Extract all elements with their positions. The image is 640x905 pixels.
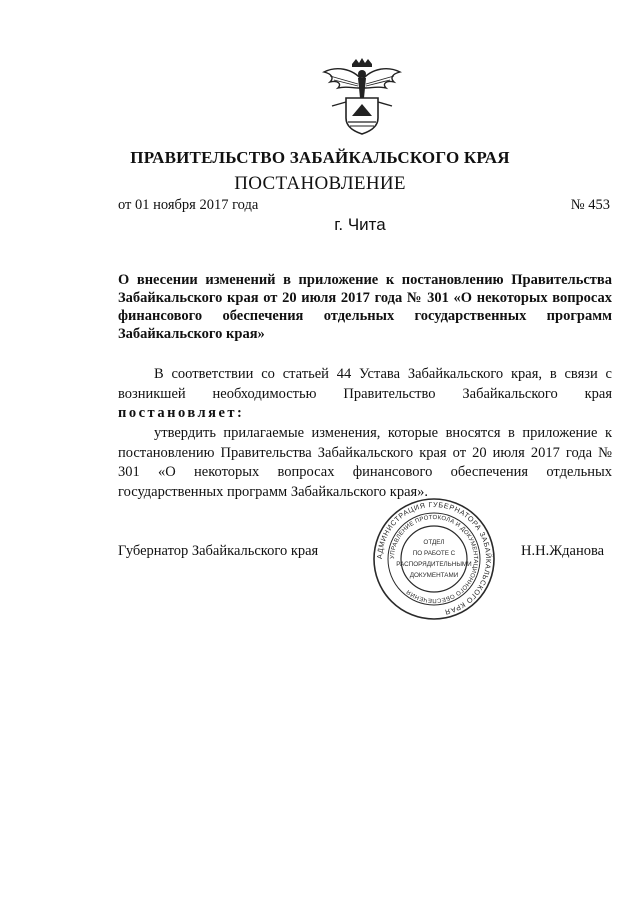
official-stamp xyxy=(372,497,496,621)
svg-text:УПРАВЛЕНИЕ ПРОТОКОЛА И ДОКУМЕН xyxy=(390,515,478,603)
body-paragraph-1-text: В соответствии со статьей 44 Устава Забайкальского края, в связи с возникшей необходимостью Правительство Забайкальского края xyxy=(118,366,612,402)
decree-keyword: постановляет: xyxy=(118,405,245,421)
stamp-center-line-2: ПО РАБОТЕ С xyxy=(412,550,456,557)
document-date: от 01 ноября 2017 года xyxy=(118,197,259,213)
signature-name: Н.Н.Жданова xyxy=(521,543,605,559)
document-title: О внесении изменений в приложение к постановлению Правительства Забайкальского края от 20 июля 2017 года № 301 «О некоторых вопросах финансового обеспечения отдельных государственных программ Забайкальского края» xyxy=(118,272,612,342)
organization-name: ПРАВИТЕЛЬСТВО ЗАБАЙКАЛЬСКОГО КРАЯ xyxy=(130,148,510,167)
stamp-outer-text: АДМИНИСТРАЦИЯ ГУБЕРНАТОРА ЗАБАЙКАЛЬСКОГО КРАЯ xyxy=(374,499,494,617)
body-paragraph-2: утвердить прилагаемые изменения, которые вносятся в приложение к постановлению Правительства Забайкальского края от 20 июля 2017 года № 301 «О некоторых вопросах финансового обеспечения отдельных государственных программ Забайкальского края». xyxy=(118,425,612,500)
stamp-inner-text: УПРАВЛЕНИЕ ПРОТОКОЛА И ДОКУМЕНТАЦИОННОГО ОБЕСПЕЧЕНИЯ xyxy=(389,514,479,604)
stamp-center-line-4: ДОКУМЕНТАМИ xyxy=(409,572,459,579)
stamp-center-line-3: РАСПОРЯДИТЕЛЬНЫМИ xyxy=(396,561,472,568)
document-type: ПОСТАНОВЛЕНИЕ xyxy=(234,173,406,194)
stamp-center-line-1: ОТДЕЛ xyxy=(423,539,445,546)
body-paragraph-1 xyxy=(118,365,612,424)
coat-of-arms-icon xyxy=(322,58,402,136)
document-number: № 453 xyxy=(570,197,610,213)
document-city: г. Чита xyxy=(334,215,386,234)
signature-role: Губернатор Забайкальского края xyxy=(118,543,319,559)
